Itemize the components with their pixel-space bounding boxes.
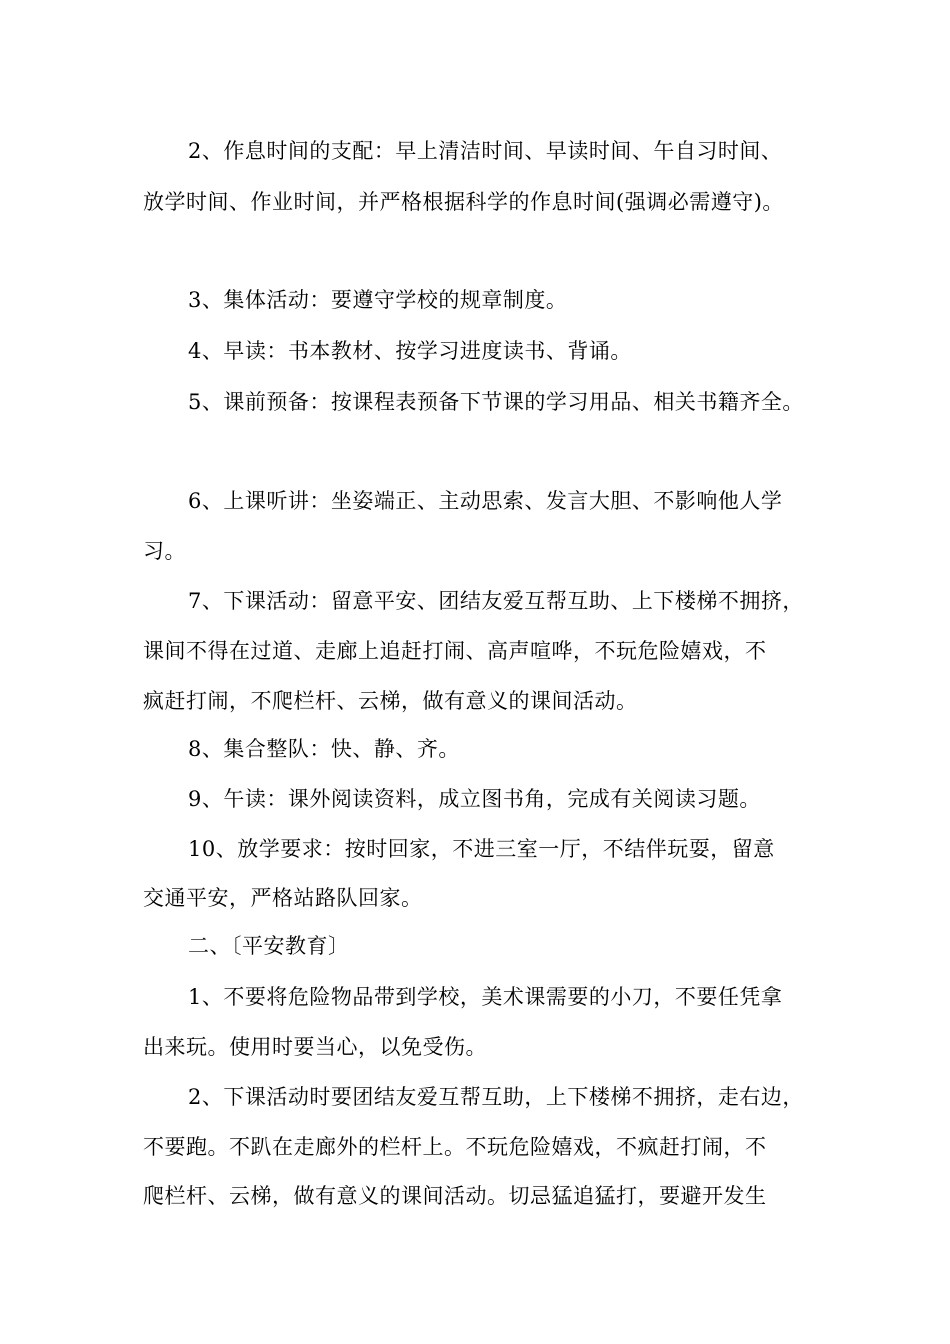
paragraph-line: 3、集体活动：要遵守学校的规章制度。 <box>188 288 568 312</box>
paragraph-line: 10、放学要求：按时回家，不进三室一厅，不结伴玩耍，留意 <box>188 837 775 861</box>
paragraph-line: 放学时间、作业时间，并严格根据科学的作息时间(强调必需遵守)。 <box>143 190 784 214</box>
paragraph-line: 6、上课听讲：坐姿端正、主动思索、发言大胆、不影响他人学 <box>188 489 783 513</box>
paragraph-line: 出来玩。使用时要当心，以免受伤。 <box>143 1035 487 1059</box>
paragraph-line: 课间不得在过道、走廊上追赶打闹、高声喧哗，不玩危险嬉戏，不 <box>143 639 767 663</box>
paragraph-line: 9、午读：课外阅读资料，成立图书角，完成有关阅读习题。 <box>188 787 761 811</box>
paragraph-line: 2、下课活动时要团结友爱互帮互助，上下楼梯不拥挤，走右边， <box>188 1085 804 1109</box>
paragraph-line: 5、课前预备：按课程表预备下节课的学习用品、相关书籍齐全。 <box>188 390 804 414</box>
paragraph-line: 习。 <box>143 539 186 563</box>
paragraph-line: 7、下课活动：留意平安、团结友爱互帮互助、上下楼梯不拥挤， <box>188 589 804 613</box>
paragraph-line: 爬栏杆、云梯，做有意义的课间活动。切忌猛追猛打，要避开发生 <box>143 1184 767 1208</box>
paragraph-line: 不要跑。不趴在走廊外的栏杆上。不玩危险嬉戏，不疯赶打闹，不 <box>143 1135 767 1159</box>
paragraph-line: 疯赶打闹，不爬栏杆、云梯，做有意义的课间活动。 <box>143 689 638 713</box>
paragraph-line: 4、早读：书本教材、按学习进度读书、背诵。 <box>188 339 632 363</box>
paragraph-line: 8、集合整队：快、静、齐。 <box>188 737 460 761</box>
section-heading: 二、〔平安教育〕 <box>188 934 350 958</box>
paragraph-line: 2、作息时间的支配：早上清洁时间、早读时间、午自习时间、 <box>188 139 783 163</box>
paragraph-line: 1、不要将危险物品带到学校，美术课需要的小刀，不要任凭拿 <box>188 985 783 1009</box>
paragraph-line: 交通平安，严格站路队回家。 <box>143 886 423 910</box>
